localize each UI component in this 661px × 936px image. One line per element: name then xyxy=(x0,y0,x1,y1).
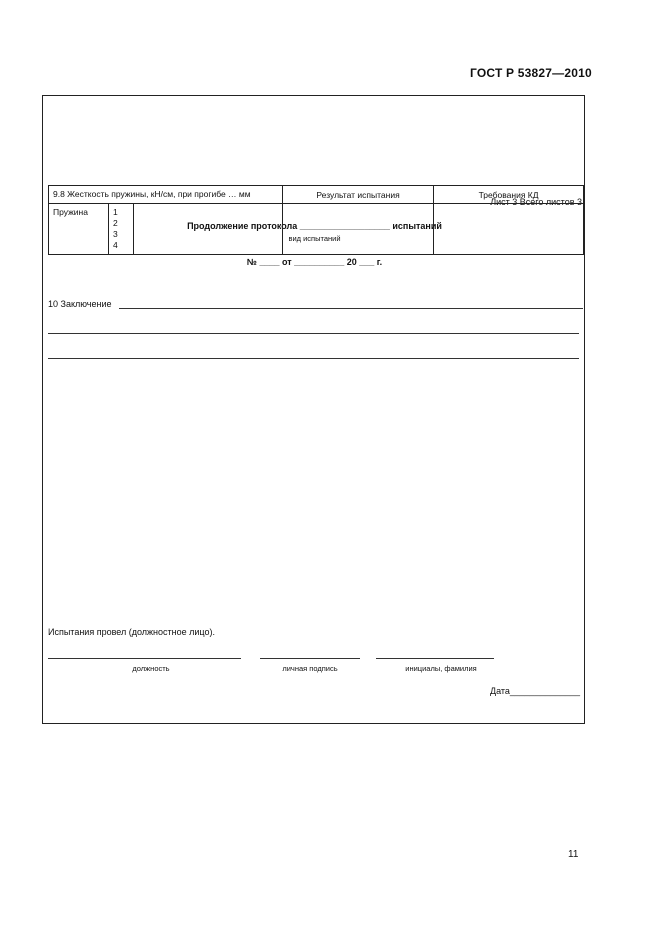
conducted-by-label: Испытания провел (должностное лицо). xyxy=(48,627,215,637)
date-field: Дата______________ xyxy=(489,686,580,696)
column-header-requirements: Требования КД xyxy=(434,186,584,204)
standard-code: ГОСТ Р 53827—2010 xyxy=(470,66,592,80)
result-cell xyxy=(283,204,434,255)
column-header-result: Результат испытания xyxy=(283,186,434,204)
row-label-spring: Пружина xyxy=(49,204,109,255)
protocol-title-subcaption: вид испытаний xyxy=(288,234,341,243)
column-header-stiffness: 9.8 Жесткость пружины, кН/см, при прогибе … мм xyxy=(49,186,283,204)
page-number: 11 xyxy=(568,849,579,860)
name-line xyxy=(376,658,494,659)
conclusion-line-3 xyxy=(48,358,579,359)
row-number: 4 xyxy=(113,240,118,250)
conclusion-label: 10 Заключение xyxy=(48,299,112,309)
row-number: 3 xyxy=(113,229,118,239)
requirements-cell xyxy=(434,204,584,255)
signature-caption: личная подпись xyxy=(282,664,338,673)
position-line xyxy=(48,658,241,659)
table-header-row xyxy=(49,186,584,204)
table-row xyxy=(49,204,584,255)
stiffness-value-cell xyxy=(134,204,283,255)
protocol-number-line: № ____ от __________ 20 ___ г. xyxy=(246,257,383,267)
conclusion-underline xyxy=(119,308,583,309)
row-numbers-cell xyxy=(109,204,134,255)
test-results-table xyxy=(48,185,584,255)
conclusion-line-2 xyxy=(48,333,579,334)
row-number: 2 xyxy=(113,218,118,228)
row-number: 1 xyxy=(113,207,118,217)
signature-line xyxy=(260,658,360,659)
protocol-form-frame xyxy=(42,95,585,724)
position-caption: должность xyxy=(132,664,170,673)
name-caption: инициалы, фамилия xyxy=(405,664,477,673)
sheet-info: Лист 3 Всего листов 3 xyxy=(490,197,582,207)
protocol-title: Продолжение протокола __________________ испытаний xyxy=(187,221,442,231)
